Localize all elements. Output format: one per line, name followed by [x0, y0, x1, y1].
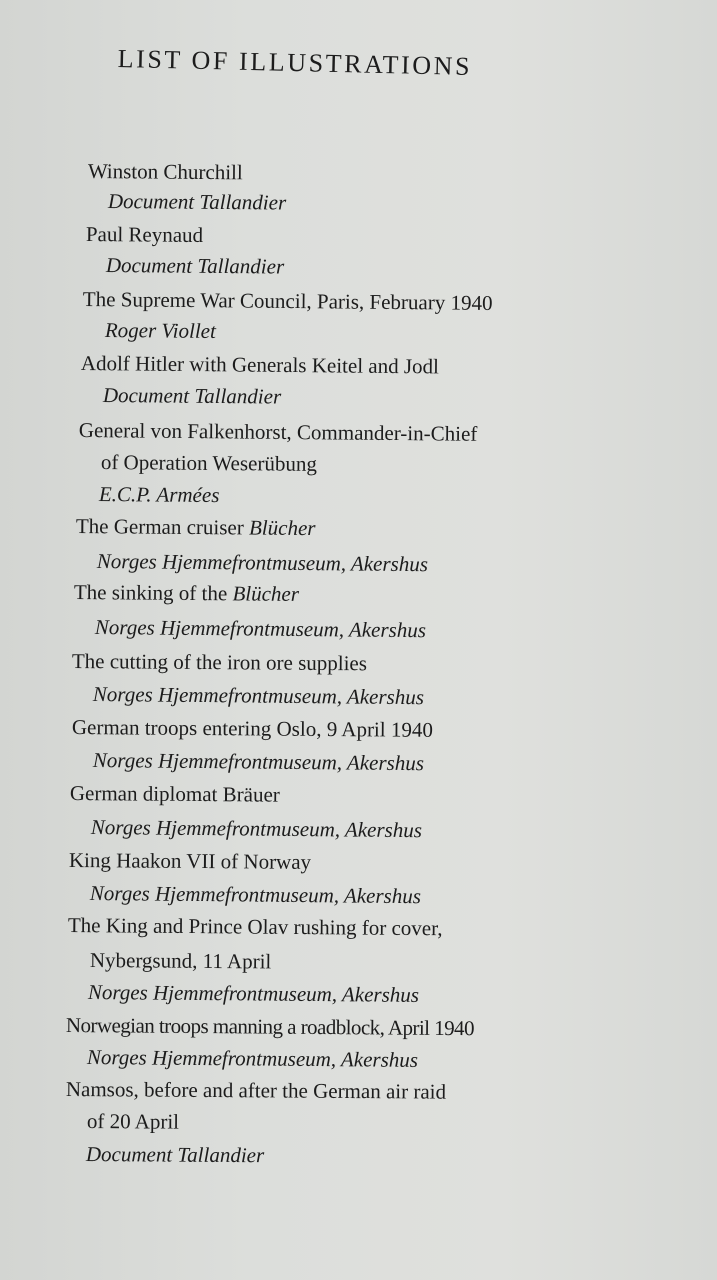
illustration-credit: Norges Hjemmefrontmuseum, Akershus: [87, 979, 420, 1007]
illustration-title-continued: of Operation Weserübung: [100, 449, 318, 476]
illustration-title: [74, 578, 299, 608]
illustration-title: German diplomat Bräuer: [69, 780, 280, 807]
illustration-credit: Norges Hjemmefrontmuseum, Akershus: [96, 548, 429, 577]
illustration-credit: Document Tallandier: [85, 1142, 265, 1168]
illustration-title: Winston Churchill: [87, 158, 243, 185]
illustration-credit: Document Tallandier: [102, 382, 282, 409]
illustration-credit: Roger Viollet: [104, 317, 216, 343]
illustration-credit: Norges Hjemmefrontmuseum, Akershus: [89, 880, 422, 909]
illustration-title: German troops entering Oslo, 9 April 1940: [71, 714, 434, 742]
illustration-credit: Norges Hjemmefrontmuseum, Akershus: [92, 681, 425, 710]
illustration-credit: Document Tallandier: [105, 252, 285, 279]
illustration-title-continued: Nybergsund, 11 April: [89, 947, 272, 974]
illustration-credit: E.C.P. Armées: [98, 481, 220, 508]
illustration-title: The King and Prince Olav rushing for cover,: [67, 912, 443, 941]
illustration-title: General von Falkenhorst, Commander-in-Chief: [78, 417, 478, 446]
illustration-title: The cutting of the iron ore supplies: [71, 648, 368, 676]
illustration-title-continued: of 20 April: [86, 1109, 180, 1134]
illustration-credit: Norges Hjemmefrontmuseum, Akershus: [90, 814, 423, 843]
illustration-title: Namsos, before and after the German air raid: [65, 1077, 447, 1104]
illustration-credit: Norges Hjemmefrontmuseum, Akershus: [92, 747, 425, 776]
illustration-credit: Norges Hjemmefrontmuseum, Akershus: [94, 614, 427, 643]
ship-name: Blücher: [248, 515, 316, 541]
illustration-title: [76, 512, 316, 542]
illustration-credit: Norges Hjemmefrontmuseum, Akershus: [86, 1044, 419, 1072]
page-title: LIST OF ILLUSTRATIONS: [117, 44, 473, 82]
illustration-credit: Document Tallandier: [107, 188, 287, 215]
illustration-title: Norwegian troops manning a roadblock, April 1940: [65, 1012, 475, 1041]
title-text: The sinking of the: [73, 579, 233, 606]
illustration-title: King Haakon VII of Norway: [68, 847, 312, 874]
illustration-title: The Supreme War Council, Paris, February 1940: [82, 286, 493, 315]
illustration-title: Adolf Hitler with Generals Keitel and Jodl: [80, 350, 440, 379]
illustration-title: Paul Reynaud: [85, 221, 204, 248]
title-text: The German cruiser: [75, 513, 250, 540]
ship-name: Blücher: [232, 581, 300, 606]
